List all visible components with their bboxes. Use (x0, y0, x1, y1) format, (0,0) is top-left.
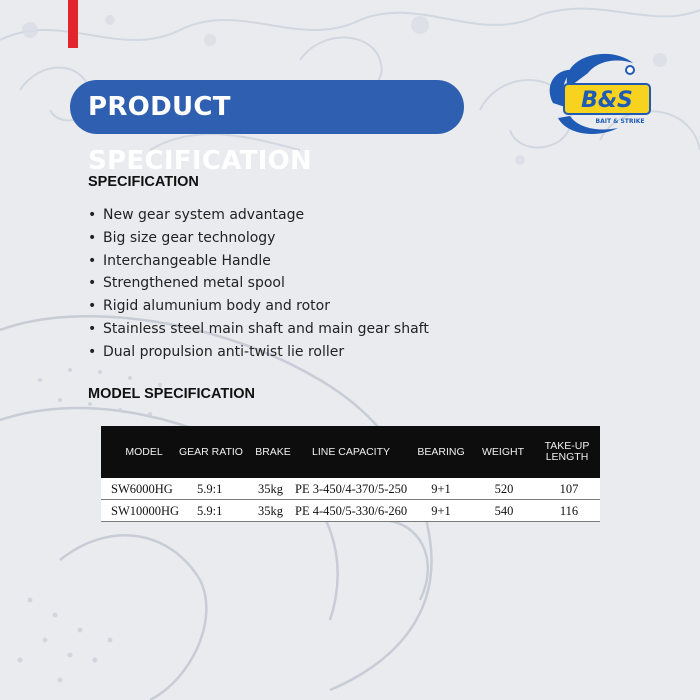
cell-weight: 520 (494, 482, 514, 496)
cell-brake: 35kg (258, 482, 283, 496)
column-header: GEAR RATIO (179, 445, 243, 458)
accent-tab (68, 0, 78, 48)
cell-weight: 540 (494, 504, 514, 518)
page-title: PRODUCT SPECIFICATION (70, 80, 464, 134)
cell-line-capacity: PE 4-450/5-330/6-260 (295, 504, 408, 518)
logo-text: B&S (581, 88, 633, 113)
logo-tagline: BAIT & STRIKE (595, 118, 645, 125)
table-row (101, 478, 600, 500)
model-spec-table (101, 426, 600, 522)
list-item: • Rigid alumunium body and rotor (88, 298, 330, 315)
cell-model: SW10000HG (111, 504, 180, 518)
column-header: LINE CAPACITY (312, 445, 390, 458)
model-specification-heading: MODEL SPECIFICATION (88, 386, 256, 402)
column-header: MODEL (125, 445, 163, 458)
brand-logo (538, 48, 658, 138)
cell-model: SW6000HG (111, 482, 173, 496)
cell-take-up: 116 (559, 504, 579, 518)
column-header: BEARING (417, 445, 465, 458)
column-header: WEIGHT (482, 445, 524, 458)
list-item: • Strengthened metal spool (88, 275, 285, 292)
list-item: • Dual propulsion anti-twist lie roller (88, 343, 345, 360)
table-row (101, 500, 600, 522)
column-header: BRAKE (255, 445, 291, 458)
cell-gear-ratio: 5.9:1 (197, 504, 223, 518)
cell-take-up: 107 (559, 482, 579, 496)
list-item: • New gear system advantage (88, 207, 305, 223)
cell-brake: 35kg (258, 504, 283, 518)
specification-list (88, 204, 429, 364)
list-item: • Stainless steel main shaft and main gear shaft (88, 320, 429, 337)
column-header: TAKE-UP LENGTH (544, 440, 590, 463)
table-header (101, 426, 600, 478)
cell-bearing: 9+1 (431, 504, 451, 518)
cell-gear-ratio: 5.9:1 (197, 482, 223, 496)
list-item: • Big size gear technology (88, 229, 276, 246)
list-item: • Interchangeable Handle (88, 252, 271, 269)
specification-heading: SPECIFICATION (88, 174, 199, 190)
cell-line-capacity: PE 3-450/4-370/5-250 (295, 482, 408, 496)
cell-bearing: 9+1 (431, 482, 451, 496)
